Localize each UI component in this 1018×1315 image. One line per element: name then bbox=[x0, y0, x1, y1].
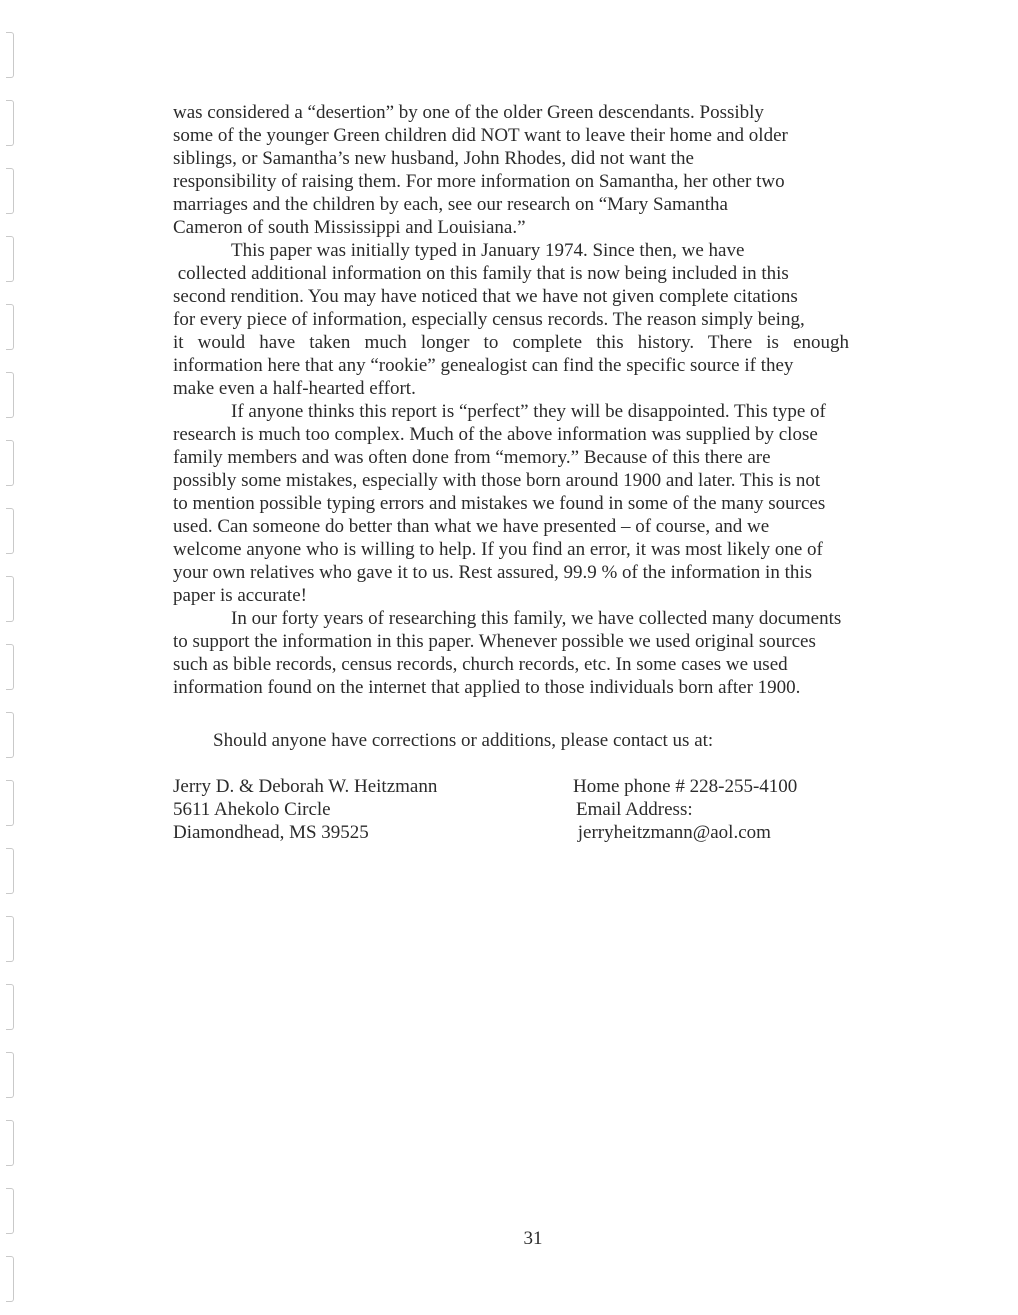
paragraph bbox=[173, 400, 888, 607]
paragraph bbox=[173, 239, 888, 400]
binder-hole bbox=[6, 304, 14, 350]
text-line: was considered a “desertion” by one of the older Green descendants. Possibly bbox=[173, 102, 764, 123]
binder-hole bbox=[6, 372, 14, 418]
binder-hole bbox=[6, 168, 14, 214]
mailing-address bbox=[173, 775, 437, 844]
text-line: Cameron of south Mississippi and Louisiana.” bbox=[173, 217, 526, 238]
text-line: This paper was initially typed in January 1974. Since then, we have bbox=[231, 240, 745, 261]
text-line: information here that any “rookie” genealogist can find the specific source if they bbox=[173, 355, 794, 376]
text-line: In our forty years of researching this family, we have collected many documents bbox=[231, 608, 842, 629]
contact-name: Jerry D. & Deborah W. Heitzmann bbox=[173, 776, 438, 797]
paragraph bbox=[173, 101, 888, 239]
binder-hole bbox=[6, 1052, 14, 1098]
text-line: for every piece of information, especially census records. The reason simply being, bbox=[173, 309, 805, 330]
text-line: second rendition. You may have noticed that we have not given complete citations bbox=[173, 286, 798, 307]
contact-email: jerryheitzmann@aol.com bbox=[573, 822, 771, 843]
binder-hole bbox=[6, 712, 14, 758]
binder-hole bbox=[6, 440, 14, 486]
text-line: research is much too complex. Much of the above information was supplied by close bbox=[173, 424, 818, 445]
body-text bbox=[173, 101, 888, 699]
contact-email-label: Email Address: bbox=[576, 799, 693, 820]
text-line: to mention possible typing errors and mistakes we found in some of the many sources bbox=[173, 493, 826, 514]
binder-hole bbox=[6, 576, 14, 622]
binder-hole bbox=[6, 848, 14, 894]
binder-hole bbox=[6, 644, 14, 690]
page-number: 31 bbox=[523, 1228, 543, 1249]
binder-hole bbox=[6, 508, 14, 554]
contact-street: 5611 Ahekolo Circle bbox=[173, 799, 331, 820]
text-line: used. Can someone do better than what we have presented – of course, and we bbox=[173, 516, 770, 537]
text-line: possibly some mistakes, especially with those born around 1900 and later. This is not bbox=[173, 470, 821, 491]
text-line: make even a half-hearted effort. bbox=[173, 378, 416, 399]
binder-hole bbox=[6, 32, 14, 78]
binder-hole bbox=[6, 236, 14, 282]
binder-hole bbox=[6, 916, 14, 962]
text-line: your own relatives who gave it to us. Rest assured, 99.9 % of the information in this bbox=[173, 562, 813, 583]
text-line: paper is accurate! bbox=[173, 585, 307, 606]
binder-hole bbox=[6, 1256, 14, 1302]
text-line: to support the information in this paper. Whenever possible we used original sources bbox=[173, 631, 816, 652]
binder-edge bbox=[0, 0, 24, 1315]
text-line: it would have taken much longer to complete this history. There is enough bbox=[173, 332, 849, 353]
binder-hole bbox=[6, 984, 14, 1030]
text-line: collected additional information on this family that is now being included in this bbox=[173, 263, 789, 284]
paragraph bbox=[173, 607, 888, 699]
text-line: siblings, or Samantha’s new husband, John Rhodes, did not want the bbox=[173, 148, 694, 169]
text-line: information found on the internet that applied to those individuals born after 1900. bbox=[173, 677, 801, 698]
binder-hole bbox=[6, 780, 14, 826]
text-line: responsibility of raising them. For more information on Samantha, her other two bbox=[173, 171, 785, 192]
text-line: If anyone thinks this report is “perfect” they will be disappointed. This type of bbox=[231, 401, 826, 422]
binder-hole bbox=[6, 1120, 14, 1166]
contact-phone: Home phone # 228-255-4100 bbox=[573, 776, 798, 797]
text-line: welcome anyone who is willing to help. If you find an error, it was most likely one of bbox=[173, 539, 823, 560]
contact-city: Diamondhead, MS 39525 bbox=[173, 822, 369, 843]
text-line: such as bible records, census records, church records, etc. In some cases we used bbox=[173, 654, 788, 675]
contact-intro: Should anyone have corrections or additions, please contact us at: bbox=[213, 730, 714, 751]
text-line: some of the younger Green children did NOT want to leave their home and older bbox=[173, 125, 788, 146]
contact-details bbox=[573, 775, 797, 844]
text-line: family members and was often done from “memory.” Because of this there are bbox=[173, 447, 771, 468]
binder-hole bbox=[6, 100, 14, 146]
text-line: marriages and the children by each, see our research on “Mary Samantha bbox=[173, 194, 728, 215]
